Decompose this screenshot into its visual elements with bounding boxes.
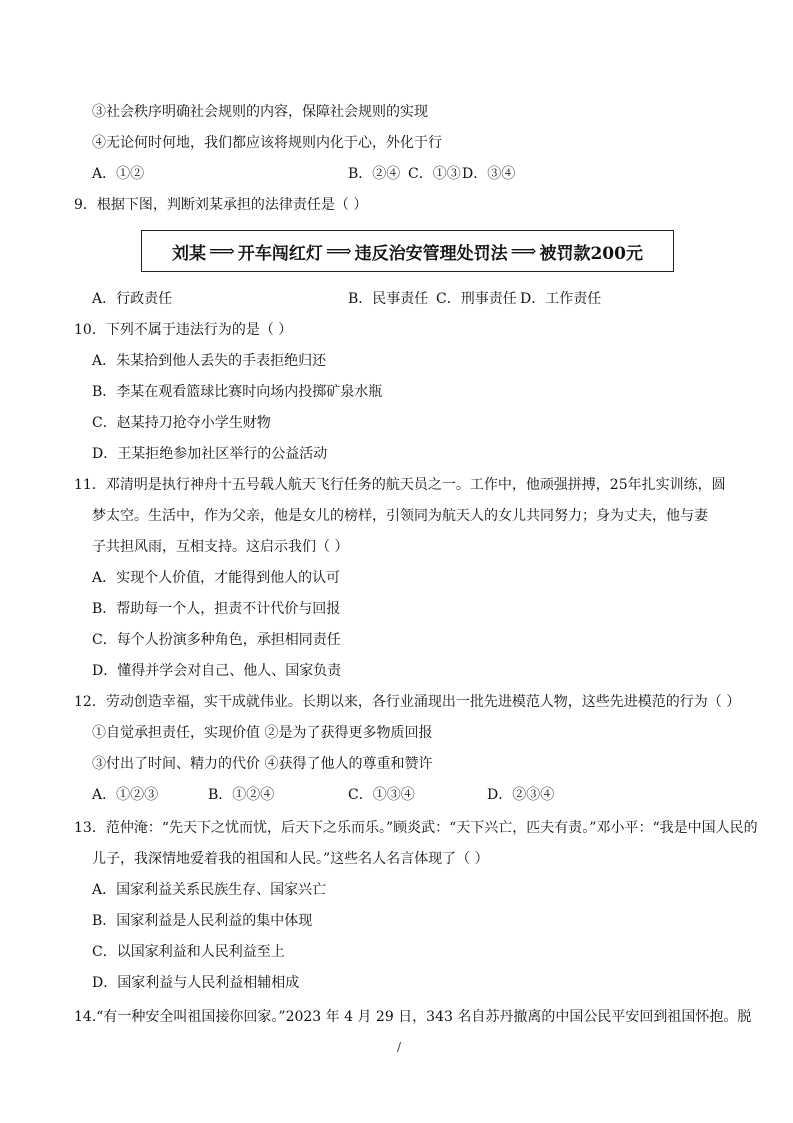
q11-option-b: B．帮助每一个人，担责不计代价与回报 xyxy=(92,601,341,617)
q9-flow-diagram xyxy=(141,230,674,272)
q14-stem-line1: 14.“有一种安全叫祖国接你回家。”2023 年 4 月 29 日，343 名自苏丹撤离的中国公民平安回到祖国怀抱。脱 xyxy=(74,1009,752,1025)
q10-option-c: C．赵某持刀抢夺小学生财物 xyxy=(92,415,271,431)
q11-option-a: A．实现个人价值，才能得到他人的认可 xyxy=(92,570,341,586)
q10-stem: 10．下列不属于违法行为的是（ ） xyxy=(74,322,293,338)
q10-option-a: A．朱某拾到他人丢失的手表拒绝归还 xyxy=(92,353,327,369)
q13-option-d: D．国家利益与人民利益相辅相成 xyxy=(92,975,300,991)
q8-option-3: ③社会秩序明确社会规则的内容，保障社会规则的实现 xyxy=(92,104,428,120)
q9-stem: 9．根据下图，判断刘某承担的法律责任是（ ） xyxy=(74,197,368,213)
q8-choice-a: A．①② xyxy=(92,166,145,182)
flow-arrow-icon: ⟹ xyxy=(325,240,352,262)
q11-stem-line1: 11．邓清明是执行神舟十五号载人航天飞行任务的航天员之一。工作中，他顽强拼搏，25年扎实训练，圆 xyxy=(74,477,726,493)
q11-stem-line2: 梦太空。生活中，作为父亲，他是女儿的榜样，引领同为航天人的女儿共同努力；身为丈夫，他与妻 xyxy=(92,508,708,524)
q12-stem: 12．劳动创造幸福，实干成就伟业。长期以来，各行业涌现出一批先进模范人物，这些先进模范的行为（ ） xyxy=(74,694,741,710)
q9-choice-a: A．行政责任 xyxy=(92,291,173,307)
q12-choice-d: D．②③④ xyxy=(487,787,555,803)
q13-stem-line2: 儿子，我深情地爱着我的祖国和人民。”这些名人名言体现了（ ） xyxy=(92,851,489,867)
flow-step-law: 违反治安管理处罚法 xyxy=(354,243,508,264)
flow-step-action: 开车闯红灯 xyxy=(237,243,323,264)
q12-choice-a: A．①②③ xyxy=(92,787,159,803)
q9-choice-d: D．工作责任 xyxy=(520,291,602,307)
q8-choice-b: B．②④ xyxy=(348,166,401,182)
page-footer-mark: / xyxy=(397,1040,402,1054)
flow-step-person: 刘某 xyxy=(172,243,207,264)
q9-choice-b: B．民事责任 xyxy=(348,291,429,307)
q10-option-b: B．李某在观看篮球比赛时向场内投掷矿泉水瓶 xyxy=(92,384,383,400)
flow-step-penalty: 被罚款200元 xyxy=(539,243,643,264)
q8-choice-d: D．③④ xyxy=(462,166,516,182)
q12-choice-b: B．①②④ xyxy=(208,787,275,803)
q11-option-d: D．懂得并学会对自己、他人、国家负责 xyxy=(92,663,342,679)
q9-choice-c: C．刑事责任 xyxy=(436,291,517,307)
q8-option-4: ④无论何时何地，我们都应该将规则内化于心，外化于行 xyxy=(92,135,442,151)
q12-statements-row2: ③付出了时间、精力的代价 ④获得了他人的尊重和赞许 xyxy=(92,756,433,772)
q12-choice-c: C．①③④ xyxy=(348,787,415,803)
flow-arrow-icon: ⟹ xyxy=(209,240,235,262)
q11-option-c: C．每个人扮演多种角色，承担相同责任 xyxy=(92,632,341,648)
q13-option-c: C．以国家利益和人民利益至上 xyxy=(92,944,285,960)
flow-arrow-icon: ⟹ xyxy=(510,240,537,262)
q8-choice-c: C．①③ xyxy=(408,166,461,182)
q13-option-a: A．国家利益关系民族生存、国家兴亡 xyxy=(92,882,327,898)
q13-stem-line1: 13．范仲淹：“先天下之忧而忧，后天下之乐而乐。”顾炎武：“天下兴亡，匹夫有责。”邓小平：“我是中国人民的 xyxy=(74,820,758,836)
q10-option-d: D．王某拒绝参加社区举行的公益活动 xyxy=(92,446,328,462)
q13-option-b: B．国家利益是人民利益的集中体现 xyxy=(92,913,313,929)
q12-statements-row1: ①自觉承担责任，实现价值 ②是为了获得更多物质回报 xyxy=(92,725,433,741)
q11-stem-line3: 子共担风雨，互相支持。这启示我们（ ） xyxy=(92,539,349,555)
